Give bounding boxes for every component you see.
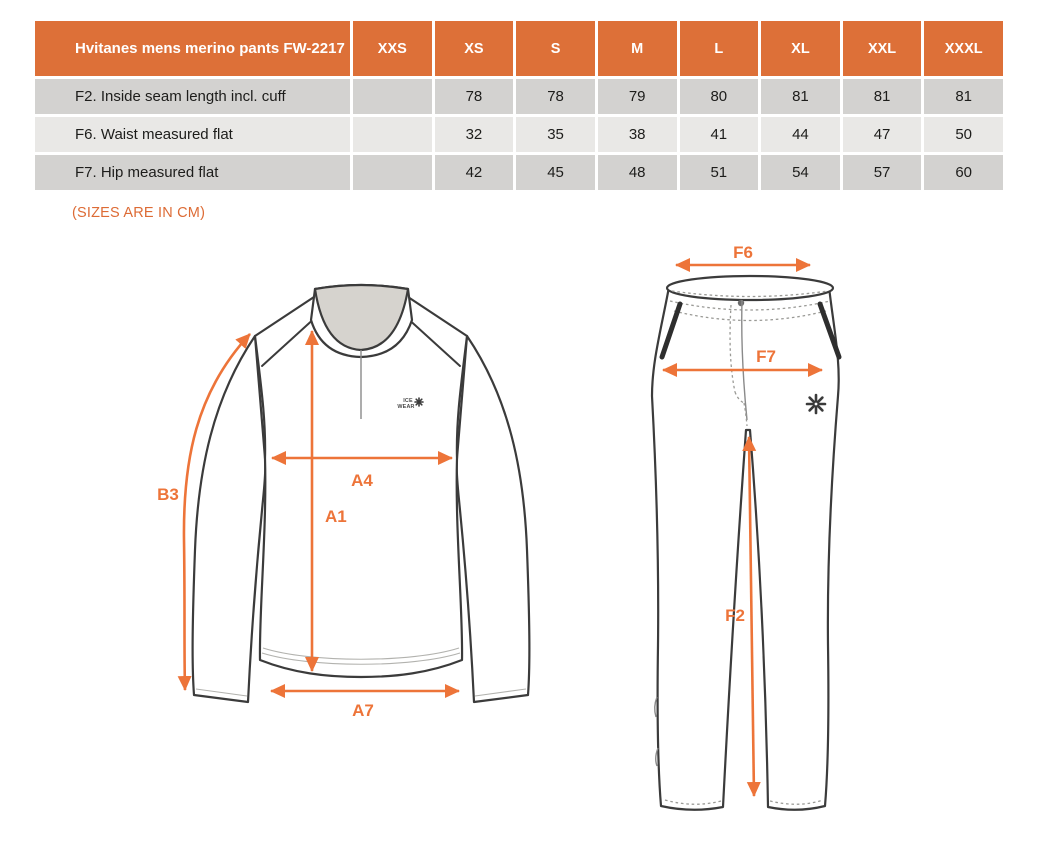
inseam-length-label: F2 [725, 606, 745, 625]
body-length-label: A1 [325, 507, 347, 526]
cell-hip-s: 45 [516, 155, 595, 190]
row-label-hip: F7. Hip measured flat [35, 155, 350, 190]
cell-hip-xxl: 57 [843, 155, 922, 190]
snowflake-logo-icon [807, 395, 825, 413]
snowflake-icon [415, 398, 423, 406]
cell-inseam-xl: 81 [761, 79, 840, 114]
waist-width-label: F6 [733, 243, 753, 262]
cell-inseam-xxxl: 81 [924, 79, 1003, 114]
table-title: Hvitanes mens merino pants FW-2217 [35, 21, 350, 76]
cell-inseam-m: 79 [598, 79, 677, 114]
cell-hip-xl: 54 [761, 155, 840, 190]
units-note: (SIZES ARE IN CM) [72, 205, 206, 221]
cell-waist-xs: 32 [435, 117, 514, 152]
size-table [35, 21, 1003, 190]
hem-width-label: A7 [352, 701, 374, 720]
hip-width-label: F7 [756, 347, 776, 366]
cell-inseam-xxs [353, 79, 432, 114]
size-header-xxl: XXL [843, 21, 922, 76]
shirt-diagram [145, 272, 550, 722]
inseam-length-arrow [749, 437, 754, 796]
brand-logo-text-bottom: WEAR [397, 404, 415, 410]
pants-body [652, 287, 839, 810]
size-header-l: L [680, 21, 759, 76]
cell-waist-s: 35 [516, 117, 595, 152]
cell-inseam-xxl: 81 [843, 79, 922, 114]
row-label-waist: F6. Waist measured flat [35, 117, 350, 152]
cell-hip-xxs [353, 155, 432, 190]
cell-waist-xxs [353, 117, 432, 152]
cell-inseam-l: 80 [680, 79, 759, 114]
cell-hip-m: 48 [598, 155, 677, 190]
row-label-inseam: F2. Inside seam length incl. cuff [35, 79, 350, 114]
cell-inseam-s: 78 [516, 79, 595, 114]
cell-waist-l: 41 [680, 117, 759, 152]
cell-inseam-xs: 78 [435, 79, 514, 114]
cell-waist-m: 38 [598, 117, 677, 152]
sleeve-length-label: B3 [157, 485, 179, 504]
size-header-s: S [516, 21, 595, 76]
size-header-xxxl: XXXL [924, 21, 1003, 76]
size-header-m: M [598, 21, 677, 76]
pants-diagram [628, 238, 860, 825]
size-header-xxs: XXS [353, 21, 432, 76]
brand-logo-text-top: ICE [403, 398, 413, 404]
cell-waist-xxxl: 50 [924, 117, 1003, 152]
waist-button [738, 300, 744, 306]
cell-waist-xxl: 47 [843, 117, 922, 152]
cell-hip-xxxl: 60 [924, 155, 1003, 190]
size-header-xs: XS [435, 21, 514, 76]
size-header-xl: XL [761, 21, 840, 76]
cell-hip-xs: 42 [435, 155, 514, 190]
chest-width-label: A4 [351, 471, 373, 490]
cell-hip-l: 51 [680, 155, 759, 190]
cell-waist-xl: 44 [761, 117, 840, 152]
